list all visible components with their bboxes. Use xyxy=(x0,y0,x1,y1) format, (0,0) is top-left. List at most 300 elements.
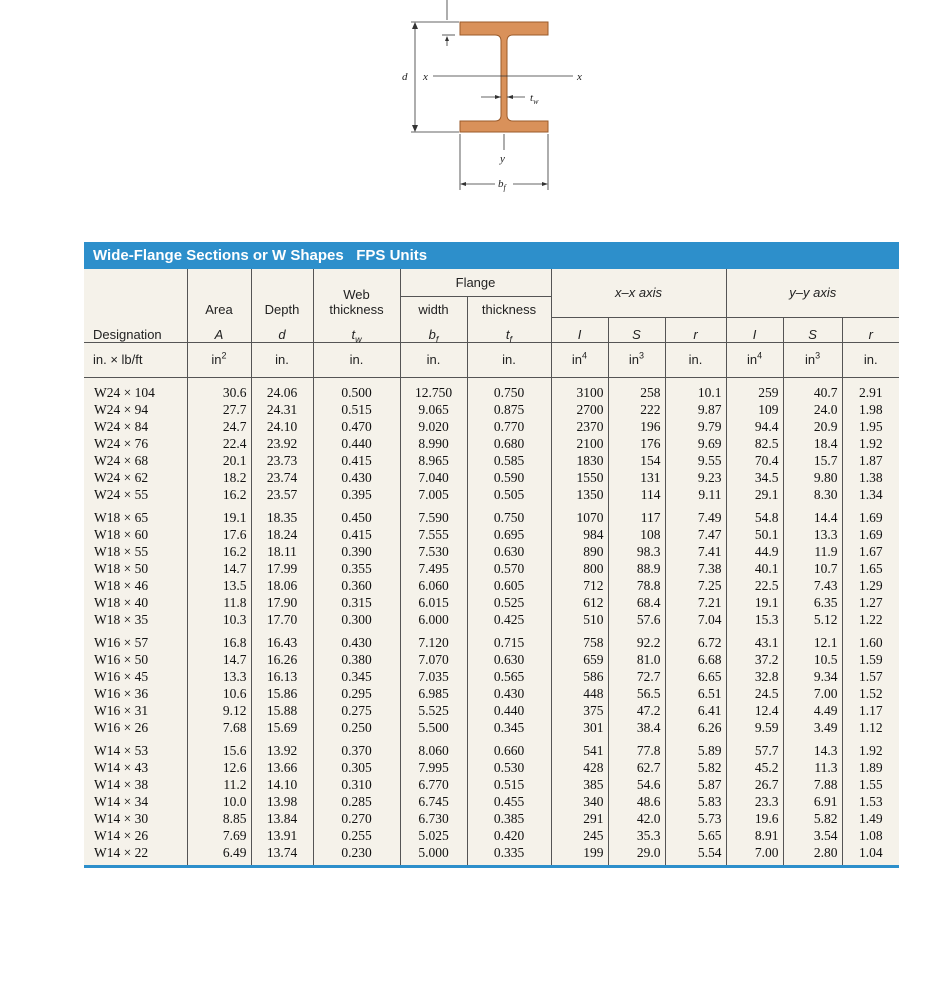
cell-depth: 23.74 xyxy=(251,469,313,486)
cell-area: 14.7 xyxy=(187,560,251,577)
cell-web-thickness: 0.415 xyxy=(313,526,400,543)
cell-iy: 32.8 xyxy=(726,668,783,685)
cell-sy: 3.49 xyxy=(783,719,842,736)
cell-iy: 43.1 xyxy=(726,634,783,651)
cell-area: 16.2 xyxy=(187,543,251,560)
cell-sx: 117 xyxy=(608,509,665,526)
cell-ry: 1.95 xyxy=(858,418,883,434)
cell-depth: 18.35 xyxy=(251,509,313,526)
cell-iy: 9.59 xyxy=(726,719,783,736)
cell-flange-thickness: 0.515 xyxy=(467,776,551,793)
cell-sy: 7.43 xyxy=(783,577,842,594)
cell-sy: 4.49 xyxy=(783,702,842,719)
table-row xyxy=(84,594,899,611)
cell-designation: W18 × 40 xyxy=(84,594,187,611)
table-row xyxy=(84,377,899,401)
cell-sx: 222 xyxy=(608,401,665,418)
cell-ix: 659 xyxy=(551,651,608,668)
cell-depth: 13.84 xyxy=(251,810,313,827)
cell-depth: 13.98 xyxy=(251,793,313,810)
cell-ry: 1.22 xyxy=(858,611,883,627)
cell-web-thickness: 0.295 xyxy=(313,685,400,702)
cell-flange-thickness: 0.570 xyxy=(467,560,551,577)
table-row xyxy=(84,668,899,685)
cell-sy: 7.88 xyxy=(783,776,842,793)
cell-rx: 7.47 xyxy=(665,526,726,543)
cell-sy: 12.1 xyxy=(783,634,842,651)
cell-web-thickness: 0.450 xyxy=(313,509,400,526)
cell-rx: 7.41 xyxy=(665,543,726,560)
cell-sy: 10.5 xyxy=(783,651,842,668)
table-row xyxy=(84,452,899,469)
cell-area: 15.6 xyxy=(187,742,251,759)
cell-sy: 8.30 xyxy=(783,486,842,503)
cell-ix: 712 xyxy=(551,577,608,594)
unit-rx: in. xyxy=(665,342,726,377)
cell-rx: 9.79 xyxy=(665,418,726,435)
cell-ix: 385 xyxy=(551,776,608,793)
cell-sy: 14.4 xyxy=(783,509,842,526)
cell-ix: 510 xyxy=(551,611,608,628)
col-flange-group: Flange xyxy=(400,269,551,297)
cell-ix: 758 xyxy=(551,634,608,651)
cell-sy: 5.12 xyxy=(783,611,842,628)
table-row xyxy=(84,401,899,418)
cell-area: 10.3 xyxy=(187,611,251,628)
cell-depth: 13.66 xyxy=(251,759,313,776)
cell-flange-thickness: 0.420 xyxy=(467,827,551,844)
cell-ry: 1.92 xyxy=(858,435,883,451)
cell-depth: 24.10 xyxy=(251,418,313,435)
cell-flange-thickness: 0.630 xyxy=(467,543,551,560)
cell-rx: 6.41 xyxy=(665,702,726,719)
cell-depth: 23.57 xyxy=(251,486,313,503)
col-rx-symbol: r xyxy=(665,317,726,342)
cell-ry: 1.38 xyxy=(858,469,883,485)
cell-designation: W14 × 30 xyxy=(84,810,187,827)
cell-area: 16.2 xyxy=(187,486,251,503)
cell-flange-width: 7.590 xyxy=(400,509,467,526)
cell-designation: W14 × 34 xyxy=(84,793,187,810)
cell-rx: 5.83 xyxy=(665,793,726,810)
col-ix-symbol: I xyxy=(551,317,608,342)
cell-area: 27.7 xyxy=(187,401,251,418)
cell-sx: 114 xyxy=(608,486,665,503)
cell-ry: 1.69 xyxy=(858,526,883,542)
cell-depth: 17.70 xyxy=(251,611,313,628)
cell-flange-thickness: 0.425 xyxy=(467,611,551,628)
cell-sx: 258 xyxy=(608,377,665,401)
cell-area: 7.68 xyxy=(187,719,251,736)
flange-width-label: $b_f$ xyxy=(498,178,506,192)
cell-flange-thickness: 0.530 xyxy=(467,759,551,776)
table-row xyxy=(84,611,899,628)
cell-ix: 375 xyxy=(551,702,608,719)
cell-designation: W16 × 31 xyxy=(84,702,187,719)
cell-flange-thickness: 0.695 xyxy=(467,526,551,543)
cell-flange-width: 6.015 xyxy=(400,594,467,611)
cell-area: 9.12 xyxy=(187,702,251,719)
unit-flange-width: in. xyxy=(400,342,467,377)
cell-ix: 301 xyxy=(551,719,608,736)
cell-sx: 57.6 xyxy=(608,611,665,628)
cell-designation: W24 × 94 xyxy=(84,401,187,418)
cell-designation: W24 × 55 xyxy=(84,486,187,503)
cell-depth: 17.90 xyxy=(251,594,313,611)
cell-iy: 44.9 xyxy=(726,543,783,560)
table-row xyxy=(84,827,899,844)
cell-iy: 70.4 xyxy=(726,452,783,469)
cell-ry: 1.29 xyxy=(858,577,883,593)
cell-iy: 23.3 xyxy=(726,793,783,810)
table-row xyxy=(84,509,899,526)
cell-sy: 20.9 xyxy=(783,418,842,435)
cell-flange-width: 7.120 xyxy=(400,634,467,651)
cell-area: 30.6 xyxy=(187,377,251,401)
cell-web-thickness: 0.470 xyxy=(313,418,400,435)
cell-sx: 62.7 xyxy=(608,759,665,776)
cell-flange-width: 5.500 xyxy=(400,719,467,736)
cell-rx: 5.65 xyxy=(665,827,726,844)
cell-sy: 14.3 xyxy=(783,742,842,759)
cell-iy: 259 xyxy=(726,377,783,401)
cell-depth: 18.24 xyxy=(251,526,313,543)
cell-sx: 72.7 xyxy=(608,668,665,685)
unit-sy: $in^3$ xyxy=(783,342,842,377)
cell-designation: W24 × 104 xyxy=(84,377,187,401)
cell-area: 11.2 xyxy=(187,776,251,793)
cell-web-thickness: 0.345 xyxy=(313,668,400,685)
cell-designation: W16 × 26 xyxy=(84,719,187,736)
cell-depth: 24.06 xyxy=(251,377,313,401)
cell-sx: 81.0 xyxy=(608,651,665,668)
col-area-title: Area xyxy=(187,269,251,317)
unit-ry: in. xyxy=(842,342,899,377)
table-row xyxy=(84,486,899,503)
cell-web-thickness: 0.440 xyxy=(313,435,400,452)
cell-sx: 56.5 xyxy=(608,685,665,702)
cell-flange-width: 6.730 xyxy=(400,810,467,827)
cell-depth: 24.31 xyxy=(251,401,313,418)
cell-ry: 1.34 xyxy=(858,486,883,502)
cell-iy: 94.4 xyxy=(726,418,783,435)
cell-ry: 1.59 xyxy=(858,651,883,667)
depth-label: d xyxy=(402,71,408,83)
cell-flange-thickness: 0.875 xyxy=(467,401,551,418)
cell-web-thickness: 0.300 xyxy=(313,611,400,628)
cell-flange-thickness: 0.440 xyxy=(467,702,551,719)
col-flange-thickness-title: thickness xyxy=(467,297,551,318)
unit-sx: $in^3$ xyxy=(608,342,665,377)
cell-depth: 16.43 xyxy=(251,634,313,651)
x-axis-label-right: x xyxy=(577,71,582,83)
cell-ry: 1.53 xyxy=(858,793,883,809)
cell-designation: W18 × 35 xyxy=(84,611,187,628)
cell-iy: 19.1 xyxy=(726,594,783,611)
cell-ry: 1.04 xyxy=(858,844,883,860)
cell-area: 20.1 xyxy=(187,452,251,469)
cell-ry: 1.27 xyxy=(858,594,883,610)
cell-flange-thickness: 0.590 xyxy=(467,469,551,486)
table-row xyxy=(84,577,899,594)
w-shapes-table xyxy=(84,242,899,868)
cell-iy: 34.5 xyxy=(726,469,783,486)
cell-sy: 15.7 xyxy=(783,452,842,469)
cell-ix: 890 xyxy=(551,543,608,560)
cell-iy: 8.91 xyxy=(726,827,783,844)
col-area-symbol: A xyxy=(187,317,251,342)
x-axis-label-left: x xyxy=(423,71,428,83)
cell-iy: 37.2 xyxy=(726,651,783,668)
cell-iy: 45.2 xyxy=(726,759,783,776)
col-yy-axis-group: y–y axis xyxy=(726,269,899,317)
cell-flange-thickness: 0.585 xyxy=(467,452,551,469)
unit-ix: $in^4$ xyxy=(551,342,608,377)
cell-iy: 40.1 xyxy=(726,560,783,577)
cell-designation: W16 × 50 xyxy=(84,651,187,668)
cell-sx: 47.2 xyxy=(608,702,665,719)
cell-flange-thickness: 0.455 xyxy=(467,793,551,810)
cell-designation: W24 × 68 xyxy=(84,452,187,469)
cell-sy: 11.9 xyxy=(783,543,842,560)
cell-ry: 1.55 xyxy=(858,776,883,792)
cell-flange-width: 5.000 xyxy=(400,844,467,865)
cell-sy: 3.54 xyxy=(783,827,842,844)
cell-sx: 196 xyxy=(608,418,665,435)
cell-ix: 1070 xyxy=(551,509,608,526)
cell-area: 7.69 xyxy=(187,827,251,844)
cell-web-thickness: 0.515 xyxy=(313,401,400,418)
cell-sx: 88.9 xyxy=(608,560,665,577)
col-web-title: Web thickness xyxy=(313,269,400,317)
cell-iy: 54.8 xyxy=(726,509,783,526)
cell-rx: 7.04 xyxy=(665,611,726,628)
cell-sx: 35.3 xyxy=(608,827,665,844)
col-web-symbol: $t_w$ xyxy=(313,317,400,342)
cell-sx: 42.0 xyxy=(608,810,665,827)
cell-area: 13.5 xyxy=(187,577,251,594)
cell-ix: 245 xyxy=(551,827,608,844)
cell-rx: 5.54 xyxy=(665,844,726,865)
cell-flange-width: 6.770 xyxy=(400,776,467,793)
cell-rx: 6.72 xyxy=(665,634,726,651)
cell-flange-width: 7.070 xyxy=(400,651,467,668)
cell-depth: 14.10 xyxy=(251,776,313,793)
cell-iy: 109 xyxy=(726,401,783,418)
cell-sx: 176 xyxy=(608,435,665,452)
cell-ix: 291 xyxy=(551,810,608,827)
cell-designation: W16 × 45 xyxy=(84,668,187,685)
cell-ry: 2.91 xyxy=(858,384,883,400)
col-flange-width-symbol: $b_f$ xyxy=(400,317,467,342)
cell-ix: 340 xyxy=(551,793,608,810)
cell-ix: 800 xyxy=(551,560,608,577)
cell-depth: 18.11 xyxy=(251,543,313,560)
cell-rx: 6.65 xyxy=(665,668,726,685)
cell-area: 17.6 xyxy=(187,526,251,543)
cell-rx: 7.21 xyxy=(665,594,726,611)
cell-iy: 57.7 xyxy=(726,742,783,759)
cell-area: 14.7 xyxy=(187,651,251,668)
cell-designation: W14 × 43 xyxy=(84,759,187,776)
cell-sy: 9.34 xyxy=(783,668,842,685)
cell-web-thickness: 0.390 xyxy=(313,543,400,560)
table-row xyxy=(84,793,899,810)
table-row xyxy=(84,418,899,435)
cell-rx: 7.49 xyxy=(665,509,726,526)
cell-ix: 1830 xyxy=(551,452,608,469)
cell-sx: 154 xyxy=(608,452,665,469)
cell-rx: 5.87 xyxy=(665,776,726,793)
table-row xyxy=(84,560,899,577)
table-row xyxy=(84,702,899,719)
cell-area: 18.2 xyxy=(187,469,251,486)
cell-web-thickness: 0.285 xyxy=(313,793,400,810)
cell-area: 12.6 xyxy=(187,759,251,776)
cell-area: 19.1 xyxy=(187,509,251,526)
cell-sy: 6.91 xyxy=(783,793,842,810)
cell-designation: W24 × 62 xyxy=(84,469,187,486)
cell-ix: 612 xyxy=(551,594,608,611)
cell-sy: 2.80 xyxy=(783,844,842,865)
cell-ix: 586 xyxy=(551,668,608,685)
cell-sx: 68.4 xyxy=(608,594,665,611)
cell-ry: 1.52 xyxy=(858,685,883,701)
cell-sx: 38.4 xyxy=(608,719,665,736)
header-row-top xyxy=(84,269,899,297)
cell-depth: 15.69 xyxy=(251,719,313,736)
cell-depth: 18.06 xyxy=(251,577,313,594)
cell-flange-thickness: 0.430 xyxy=(467,685,551,702)
cell-flange-width: 6.060 xyxy=(400,577,467,594)
i-beam-shape xyxy=(460,22,548,132)
cell-sx: 48.6 xyxy=(608,793,665,810)
cell-iy: 12.4 xyxy=(726,702,783,719)
table-row xyxy=(84,759,899,776)
cell-designation: W14 × 53 xyxy=(84,742,187,759)
unit-flange-thickness: in. xyxy=(467,342,551,377)
cell-rx: 5.89 xyxy=(665,742,726,759)
cell-depth: 13.92 xyxy=(251,742,313,759)
cell-rx: 6.26 xyxy=(665,719,726,736)
cell-ry: 1.17 xyxy=(858,702,883,718)
cell-designation: W24 × 76 xyxy=(84,435,187,452)
cell-web-thickness: 0.255 xyxy=(313,827,400,844)
cell-depth: 13.91 xyxy=(251,827,313,844)
cell-flange-thickness: 0.565 xyxy=(467,668,551,685)
cell-flange-thickness: 0.335 xyxy=(467,844,551,865)
table-row xyxy=(84,526,899,543)
unit-depth: in. xyxy=(251,342,313,377)
cell-flange-thickness: 0.715 xyxy=(467,634,551,651)
table-row xyxy=(84,634,899,651)
cell-area: 13.3 xyxy=(187,668,251,685)
cell-web-thickness: 0.270 xyxy=(313,810,400,827)
cell-iy: 15.3 xyxy=(726,611,783,628)
cell-iy: 19.6 xyxy=(726,810,783,827)
cell-web-thickness: 0.360 xyxy=(313,577,400,594)
y-axis-label: y xyxy=(500,153,505,165)
table-body xyxy=(84,377,899,865)
cell-flange-thickness: 0.750 xyxy=(467,509,551,526)
table-row xyxy=(84,776,899,793)
cell-ry: 1.87 xyxy=(858,452,883,468)
cell-web-thickness: 0.395 xyxy=(313,486,400,503)
cell-ix: 428 xyxy=(551,759,608,776)
units-row xyxy=(84,342,899,377)
cell-ix: 448 xyxy=(551,685,608,702)
cell-depth: 13.74 xyxy=(251,844,313,865)
cell-rx: 5.82 xyxy=(665,759,726,776)
cell-ry: 1.57 xyxy=(858,668,883,684)
cell-flange-width: 8.990 xyxy=(400,435,467,452)
cell-depth: 23.92 xyxy=(251,435,313,452)
cell-ry: 1.12 xyxy=(858,719,883,735)
cell-rx: 5.73 xyxy=(665,810,726,827)
cell-sx: 108 xyxy=(608,526,665,543)
cell-rx: 9.23 xyxy=(665,469,726,486)
table-row xyxy=(84,651,899,668)
cell-iy: 7.00 xyxy=(726,844,783,865)
cell-flange-width: 5.525 xyxy=(400,702,467,719)
cell-web-thickness: 0.305 xyxy=(313,759,400,776)
cell-rx: 7.38 xyxy=(665,560,726,577)
cell-iy: 82.5 xyxy=(726,435,783,452)
unit-designation: in. × lb/ft xyxy=(84,342,187,377)
cell-web-thickness: 0.370 xyxy=(313,742,400,759)
table-title: Wide-Flange Sections or W Shapes FPS Units xyxy=(84,242,899,269)
cell-web-thickness: 0.355 xyxy=(313,560,400,577)
cell-ix: 1350 xyxy=(551,486,608,503)
cell-ry: 1.08 xyxy=(858,827,883,843)
cell-sx: 98.3 xyxy=(608,543,665,560)
w-shapes-data-table xyxy=(84,269,899,865)
cell-area: 6.49 xyxy=(187,844,251,865)
cell-ry: 1.60 xyxy=(858,634,883,650)
cell-iy: 22.5 xyxy=(726,577,783,594)
cell-flange-width: 12.750 xyxy=(400,377,467,401)
cell-designation: W18 × 50 xyxy=(84,560,187,577)
cell-ry: 1.98 xyxy=(858,401,883,417)
cell-sx: 92.2 xyxy=(608,634,665,651)
cell-sx: 77.8 xyxy=(608,742,665,759)
cell-area: 16.8 xyxy=(187,634,251,651)
cell-ix: 2700 xyxy=(551,401,608,418)
cell-flange-width: 8.060 xyxy=(400,742,467,759)
cell-web-thickness: 0.275 xyxy=(313,702,400,719)
cell-designation: W14 × 22 xyxy=(84,844,187,865)
cell-flange-thickness: 0.630 xyxy=(467,651,551,668)
table-row xyxy=(84,719,899,736)
col-depth-title: Depth xyxy=(251,269,313,317)
cell-area: 24.7 xyxy=(187,418,251,435)
cell-depth: 16.26 xyxy=(251,651,313,668)
cell-area: 10.0 xyxy=(187,793,251,810)
w-shape-cross-section-figure xyxy=(395,0,595,200)
cell-iy: 50.1 xyxy=(726,526,783,543)
cell-ry: 1.89 xyxy=(858,759,883,775)
cell-flange-width: 5.025 xyxy=(400,827,467,844)
cell-web-thickness: 0.500 xyxy=(313,377,400,401)
cell-web-thickness: 0.430 xyxy=(313,469,400,486)
cell-sy: 11.3 xyxy=(783,759,842,776)
cell-designation: W16 × 36 xyxy=(84,685,187,702)
cell-rx: 9.11 xyxy=(665,486,726,503)
table-row xyxy=(84,685,899,702)
unit-area: $in^2$ xyxy=(187,342,251,377)
cell-sy: 13.3 xyxy=(783,526,842,543)
cell-rx: 9.87 xyxy=(665,401,726,418)
